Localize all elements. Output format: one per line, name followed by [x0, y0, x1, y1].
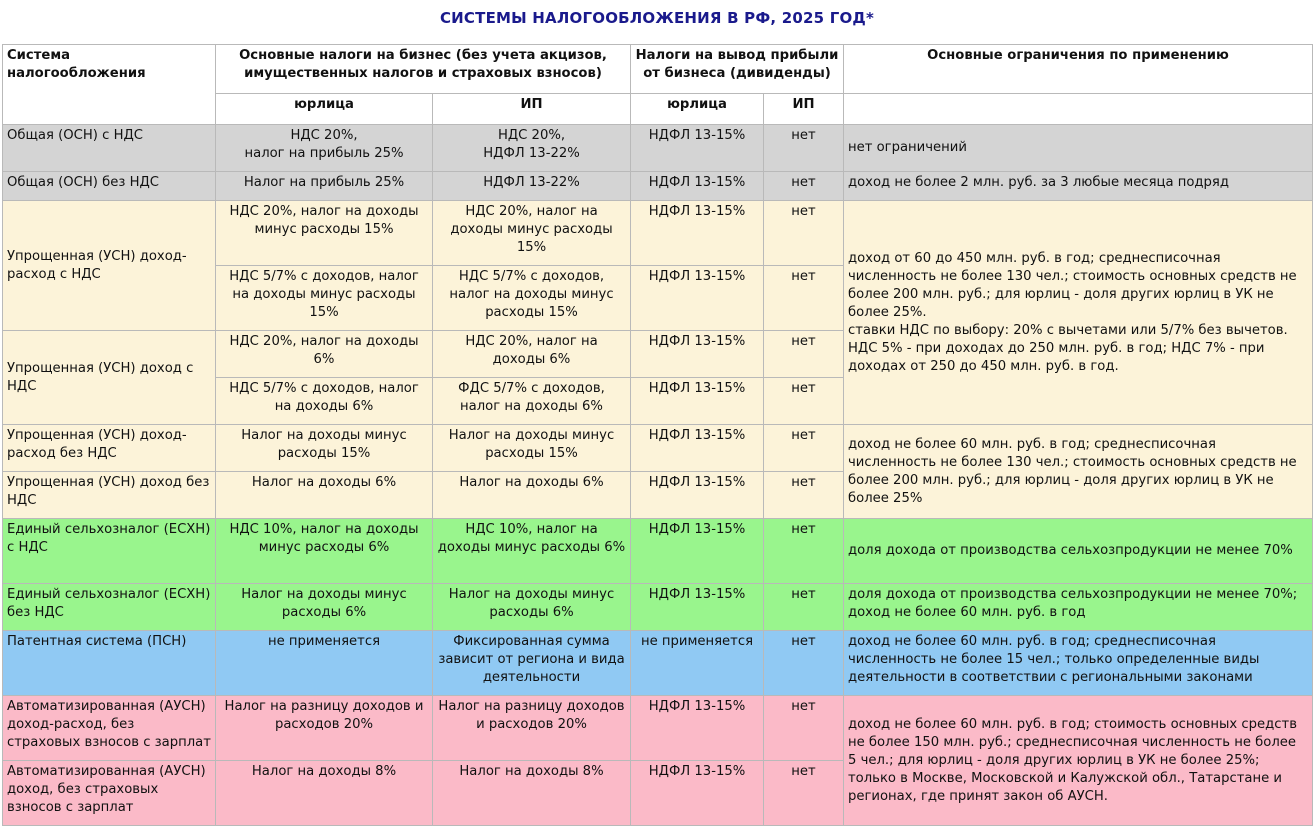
restriction: нет ограничений: [844, 125, 1313, 172]
ip-taxes: Налог на доходы минус расходы 15%: [433, 425, 631, 472]
header-dividends: Налоги на вывод прибыли от бизнеса (дивиденды): [631, 45, 844, 94]
system-name: Общая (ОСН) без НДС: [3, 172, 216, 201]
system-name: Автоматизированная (АУСН) доход, без страховых взносов с зарплат: [3, 761, 216, 826]
legal-taxes: НДС 5/7% с доходов, налог на доходы 6%: [216, 378, 433, 425]
dividend-ip: нет: [764, 519, 844, 584]
legal-taxes: НДС 10%, налог на доходы минус расходы 6%: [216, 519, 433, 584]
dividend-ip: нет: [764, 631, 844, 696]
restriction: доля дохода от производства сельхозпродукции не менее 70%: [844, 519, 1313, 584]
dividend-legal: не применяется: [631, 631, 764, 696]
ip-taxes: НДС 20%, налог на доходы 6%: [433, 331, 631, 378]
legal-taxes: Налог на разницу доходов и расходов 20%: [216, 696, 433, 761]
system-name: Упрощенная (УСН) доход с НДС: [3, 331, 216, 425]
system-name: Патентная система (ПСН): [3, 631, 216, 696]
ip-taxes: НДС 20%, НДФЛ 13-22%: [433, 125, 631, 172]
dividend-ip: нет: [764, 761, 844, 826]
table-row: [3, 201, 1313, 266]
system-name: Упрощенная (УСН) доход-расход с НДС: [3, 201, 216, 331]
header-restrictions-blank: [844, 94, 1313, 125]
legal-taxes: НДС 20%, налог на доходы минус расходы 15%: [216, 201, 433, 266]
dividend-ip: нет: [764, 266, 844, 331]
ip-taxes: Налог на доходы 6%: [433, 472, 631, 519]
dividend-legal: НДФЛ 13-15%: [631, 378, 764, 425]
header-system: Система налогообложения: [3, 45, 216, 125]
legal-taxes: Налог на прибыль 25%: [216, 172, 433, 201]
ip-taxes: Налог на доходы 8%: [433, 761, 631, 826]
dividend-legal: НДФЛ 13-15%: [631, 696, 764, 761]
header-main-taxes: Основные налоги на бизнес (без учета акцизов, имущественных налогов и страховых взносов): [216, 45, 631, 94]
legal-taxes: не применяется: [216, 631, 433, 696]
dividend-ip: нет: [764, 201, 844, 266]
header-div-ip: ИП: [764, 94, 844, 125]
dividend-ip: нет: [764, 331, 844, 378]
table-row: [3, 172, 1313, 201]
dividend-legal: НДФЛ 13-15%: [631, 172, 764, 201]
header-restrictions: Основные ограничения по применению: [844, 45, 1313, 94]
table-row: [3, 584, 1313, 631]
system-name: Единый сельхозналог (ЕСХН) без НДС: [3, 584, 216, 631]
header-div-legal: юрлица: [631, 94, 764, 125]
ip-taxes: ФДС 5/7% с доходов, налог на доходы 6%: [433, 378, 631, 425]
dividend-legal: НДФЛ 13-15%: [631, 584, 764, 631]
dividend-legal: НДФЛ 13-15%: [631, 425, 764, 472]
table-row: [3, 696, 1313, 761]
dividend-ip: нет: [764, 172, 844, 201]
legal-taxes: Налог на доходы минус расходы 6%: [216, 584, 433, 631]
system-name: Упрощенная (УСН) доход без НДС: [3, 472, 216, 519]
dividend-legal: НДФЛ 13-15%: [631, 519, 764, 584]
legal-taxes: Налог на доходы 8%: [216, 761, 433, 826]
legal-taxes: НДС 20%, налог на доходы 6%: [216, 331, 433, 378]
ip-taxes: НДС 10%, налог на доходы минус расходы 6%: [433, 519, 631, 584]
dividend-ip: нет: [764, 696, 844, 761]
dividend-legal: НДФЛ 13-15%: [631, 331, 764, 378]
ip-taxes: НДФЛ 13-22%: [433, 172, 631, 201]
dividend-ip: нет: [764, 472, 844, 519]
legal-taxes: НДС 20%, налог на прибыль 25%: [216, 125, 433, 172]
dividend-legal: НДФЛ 13-15%: [631, 201, 764, 266]
dividend-legal: НДФЛ 13-15%: [631, 761, 764, 826]
ip-taxes: НДС 5/7% с доходов, налог на доходы минус расходы 15%: [433, 266, 631, 331]
system-name: Общая (ОСН) с НДС: [3, 125, 216, 172]
restriction: доход от 60 до 450 млн. руб. в год; среднесписочная численность не более 130 чел.; стоимость основных средств не более 200 млн. руб.; для юрлиц - доля других юрлиц в УК не более 25%. ставки НДС по выбору: 20% с вычетами или 5/7% без вычетов. НДС 5% - при доходах до 250 млн. руб. в год; НДС 7% - при доходах от 250 до 450 млн. руб. в год.: [844, 201, 1313, 425]
header-ip: ИП: [433, 94, 631, 125]
ip-taxes: НДС 20%, налог на доходы минус расходы 15%: [433, 201, 631, 266]
dividend-ip: нет: [764, 125, 844, 172]
system-name: Упрощенная (УСН) доход-расход без НДС: [3, 425, 216, 472]
ip-taxes: Налог на доходы минус расходы 6%: [433, 584, 631, 631]
table-row: [3, 125, 1313, 172]
dividend-legal: НДФЛ 13-15%: [631, 472, 764, 519]
dividend-ip: нет: [764, 584, 844, 631]
legal-taxes: Налог на доходы 6%: [216, 472, 433, 519]
table-row: [3, 631, 1313, 696]
restriction: доля дохода от производства сельхозпродукции не менее 70%; доход не более 60 млн. руб. в год: [844, 584, 1313, 631]
table-row: [3, 425, 1313, 472]
restriction: доход не более 60 млн. руб. в год; среднесписочная численность не более 15 чел.; только определенные виды деятельности в соответствии с региональными законами: [844, 631, 1313, 696]
ip-taxes: Налог на разницу доходов и расходов 20%: [433, 696, 631, 761]
legal-taxes: НДС 5/7% с доходов, налог на доходы минус расходы 15%: [216, 266, 433, 331]
tax-systems-table: [2, 44, 1313, 826]
ip-taxes: Фиксированная сумма зависит от региона и вида деятельности: [433, 631, 631, 696]
restriction: доход не более 60 млн. руб. в год; среднесписочная численность не более 130 чел.; стоимость основных средств не более 200 млн. руб.; для юрлиц - доля других юрлиц в УК не более 25%: [844, 425, 1313, 519]
dividend-ip: нет: [764, 425, 844, 472]
dividend-legal: НДФЛ 13-15%: [631, 125, 764, 172]
legal-taxes: Налог на доходы минус расходы 15%: [216, 425, 433, 472]
page-title: СИСТЕМЫ НАЛОГООБЛОЖЕНИЯ В РФ, 2025 ГОД*: [439, 9, 875, 27]
dividend-legal: НДФЛ 13-15%: [631, 266, 764, 331]
system-name: Единый сельхозналог (ЕСХН) с НДС: [3, 519, 216, 584]
system-name: Автоматизированная (АУСН) доход-расход, без страховых взносов с зарплат: [3, 696, 216, 761]
header-legal: юрлица: [216, 94, 433, 125]
restriction: доход не более 2 млн. руб. за 3 любые месяца подряд: [844, 172, 1313, 201]
dividend-ip: нет: [764, 378, 844, 425]
restriction: доход не более 60 млн. руб. в год; стоимость основных средств не более 150 млн. руб.; среднесписочная численность не более 5 чел.; для юрлиц - доля других юрлиц в УК не более 25%; только в Москве, Московской и Калужской обл., Татарстане и регионах, где принят закон об АУСН.: [844, 696, 1313, 826]
table-row: [3, 519, 1313, 584]
